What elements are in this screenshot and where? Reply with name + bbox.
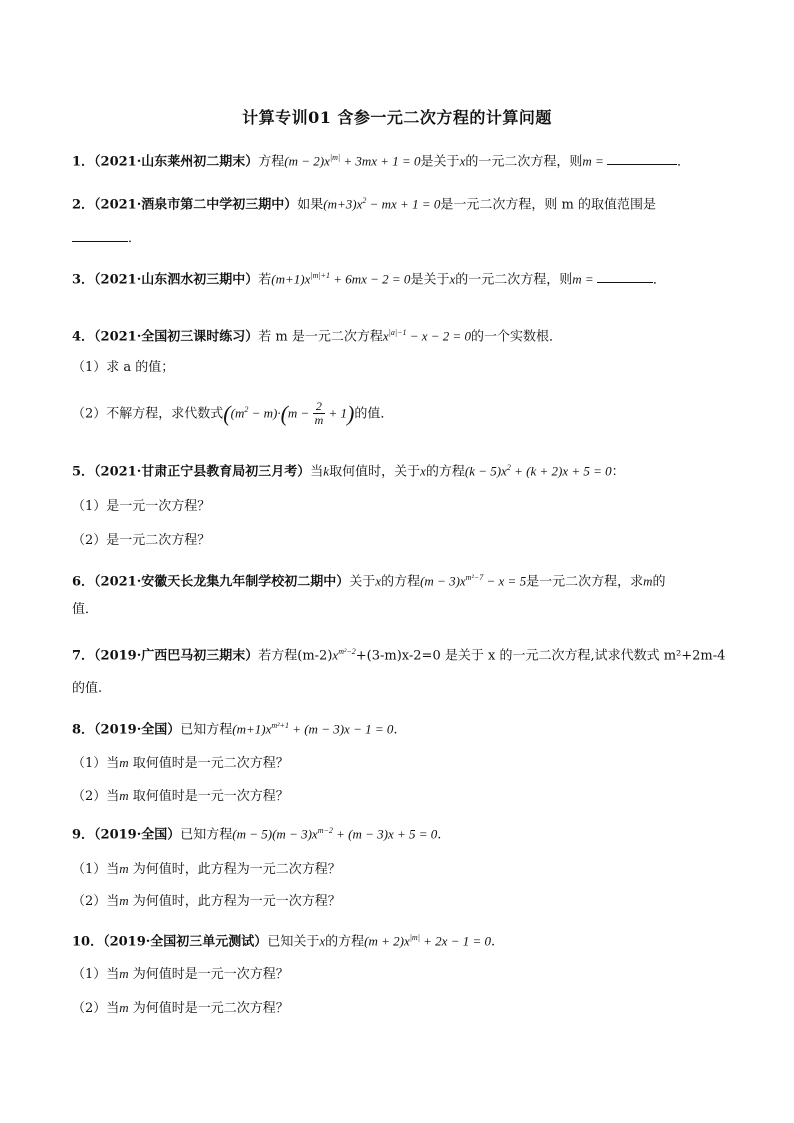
period: .	[437, 827, 442, 843]
variable: x	[319, 933, 326, 949]
question-text: 的值．	[354, 406, 394, 422]
equation-rest: + (m − 3)x + 5 = 0	[332, 826, 438, 842]
question-source: （2019·全国）	[94, 827, 181, 843]
question-text: 是一元二次方程，求	[526, 574, 644, 590]
paren-open: (	[223, 400, 231, 426]
question-text: 已知关于	[267, 934, 320, 950]
question-text: 关于	[349, 574, 376, 590]
question-text: （2）当	[72, 1001, 120, 1016]
question-1	[72, 148, 690, 172]
equation: (m+1)x	[271, 271, 311, 287]
question-text: 的一元二次方程，则	[465, 154, 583, 170]
question-source: （2019·广西巴马初三期末）	[94, 648, 259, 664]
question-text: 已知方程	[180, 827, 233, 843]
variable: m	[119, 966, 129, 981]
equation: (m+1)x	[232, 721, 272, 737]
equation: (m − 2)x	[284, 153, 330, 169]
variable: x	[375, 573, 382, 589]
equation: (m − 3)x	[420, 573, 466, 589]
question-text: 的一个实数根．	[471, 329, 563, 345]
expression: + 1	[325, 405, 348, 421]
question-text: 为何值时是一元二次方程？	[128, 1001, 289, 1016]
exponent: 2	[506, 463, 511, 472]
question-number: 9．	[72, 827, 95, 843]
variable: m	[582, 153, 592, 169]
question-6	[72, 568, 666, 592]
question-5-part-2: （2）是一元二次方程？	[72, 533, 211, 548]
variable: m	[572, 271, 582, 287]
variable: m	[119, 861, 129, 876]
question-2-line-2	[72, 227, 141, 249]
question-7-line-2: 的值.	[72, 681, 103, 696]
question-9-part-2	[72, 891, 341, 912]
exponent: |a|−1	[388, 328, 407, 337]
equation-rest: − mx + 1 = 0	[366, 196, 441, 212]
variable: x	[459, 153, 466, 169]
question-text: +(3-m)x-2=0 是关于 x 的一元二次方程,试求代数式 m²+2m-4	[355, 648, 726, 664]
question-10-part-2	[72, 998, 289, 1019]
equals: =	[591, 153, 608, 169]
variable: m	[119, 755, 129, 770]
equation-rest: + 6mx − 2 = 0	[329, 271, 411, 287]
paren-open: (	[280, 400, 288, 426]
question-number: 10．	[72, 934, 104, 950]
equation: (m + 2)x	[364, 933, 410, 949]
question-8-part-2	[72, 786, 289, 807]
variable: x	[420, 463, 426, 479]
question-text: （2）不解方程，求代数式	[72, 406, 224, 422]
question-source: （2021·山东莱州初二期末）	[94, 154, 259, 170]
question-text: 取何值时是一元一次方程？	[128, 789, 289, 804]
equation-rest: − x − 2 = 0	[406, 328, 472, 344]
equation: (m − 5)(m − 3)x	[232, 826, 318, 842]
question-text: （1）当	[72, 967, 120, 982]
equation-rest: + 2x − 1 = 0	[419, 933, 491, 949]
exponent: m−2	[317, 826, 333, 835]
question-text: 如果	[297, 197, 324, 213]
question-5-part-1: （1）是一元一次方程？	[72, 499, 211, 514]
question-text: 若	[258, 272, 272, 288]
exponent: m²+1	[271, 721, 289, 730]
question-2	[72, 191, 656, 215]
question-source: （2021·酒泉市第二中学初三期中）	[94, 197, 298, 213]
question-4-part-2	[72, 400, 393, 427]
question-text: 的方程	[325, 934, 365, 950]
question-9	[72, 821, 441, 845]
expression: m −	[287, 405, 313, 421]
equation: (k − 5)x	[464, 463, 507, 479]
equation-rest: − x = 5	[483, 573, 527, 589]
equation: x	[382, 328, 389, 344]
question-text: 已知方程	[180, 722, 233, 738]
period: ．	[652, 272, 666, 288]
question-number: 6．	[72, 574, 95, 590]
question-text: （2）当	[72, 789, 120, 804]
paren-close: )	[347, 400, 355, 426]
variable: m	[643, 573, 653, 589]
question-text: 的	[652, 574, 666, 590]
question-8	[72, 716, 398, 740]
exponent: |m|	[409, 933, 420, 942]
question-number: 8．	[72, 722, 95, 738]
exponent: 2	[244, 405, 249, 414]
question-text: 取何值时，关于	[329, 464, 421, 480]
variable: m	[119, 1000, 129, 1015]
question-text: 当	[310, 464, 324, 480]
variable: m	[119, 893, 129, 908]
question-text: 是一元二次方程，则 m 的取值范围是	[440, 197, 656, 213]
question-text: 若 m 是一元二次方程	[258, 329, 383, 345]
equation: (m+3)x	[323, 196, 363, 212]
question-9-part-1	[72, 859, 341, 880]
question-text: 为何值时是一元一次方程？	[128, 967, 289, 982]
variable: x	[449, 271, 456, 287]
question-number: 3．	[72, 272, 95, 288]
question-number: 2．	[72, 197, 95, 213]
question-number: 7．	[72, 648, 95, 664]
answer-blank[interactable]	[597, 268, 653, 283]
question-number: 1．	[72, 154, 95, 170]
question-10	[72, 928, 495, 952]
question-text: （2）当	[72, 894, 120, 909]
exponent: |m|	[329, 153, 341, 162]
equation-rest: + 3mx + 1 = 0	[340, 153, 421, 169]
question-source: （2021·山东泗水初三期中）	[94, 272, 259, 288]
expression: (m	[230, 405, 245, 421]
question-6-line-2: 值．	[72, 602, 99, 617]
question-text: 方程	[258, 154, 285, 170]
question-10-part-1	[72, 964, 289, 985]
question-text: 的方程	[381, 574, 421, 590]
period: ．	[677, 154, 691, 170]
question-text: ：	[611, 464, 625, 480]
equals: =	[581, 271, 597, 287]
question-source: （2019·全国初三单元测试）	[103, 934, 268, 950]
question-text: （1）当	[72, 756, 120, 771]
page-title: 计算专训01 含参一元二次方程的计算问题	[242, 108, 552, 127]
period: ．	[128, 231, 142, 246]
equation: x	[332, 647, 339, 663]
question-source: （2019·全国）	[94, 722, 181, 738]
question-4	[72, 323, 562, 347]
answer-blank[interactable]	[72, 227, 128, 242]
fraction	[313, 400, 326, 427]
expression: − m)·	[248, 405, 281, 421]
question-source: （2021·全国初三课时练习）	[94, 329, 259, 345]
exponent: |m|+1	[310, 271, 330, 280]
question-text: 取何值时是一元二次方程？	[128, 756, 289, 771]
variable: k	[323, 463, 330, 479]
variable: m	[119, 788, 129, 803]
question-7	[72, 642, 725, 666]
period: .	[491, 934, 496, 950]
question-number: 4．	[72, 329, 95, 345]
question-8-part-1	[72, 753, 289, 774]
question-text: 为何值时，此方程为一元二次方程？	[128, 862, 341, 877]
question-text: 是关于	[410, 272, 450, 288]
question-text: 为何值时，此方程为一元一次方程？	[128, 894, 341, 909]
question-text: 的方程	[425, 464, 465, 480]
question-5	[72, 458, 625, 482]
denominator: m	[314, 413, 324, 428]
exponent: m²−7	[465, 573, 484, 582]
exponent: m²−2	[338, 647, 356, 656]
equation-rest: + (m − 3)x − 1 = 0	[288, 721, 394, 737]
question-number: 5．	[72, 464, 95, 480]
answer-blank[interactable]	[607, 150, 677, 165]
question-text: 若方程(m-2)	[258, 648, 333, 664]
equation-rest: + (k + 2)x + 5 = 0	[510, 463, 612, 479]
question-text: 的一元二次方程，则	[455, 272, 573, 288]
question-3	[72, 266, 666, 290]
numerator: 2	[313, 400, 326, 414]
question-source: （2021·甘肃正宁县教育局初三月考）	[94, 464, 311, 480]
period: .	[393, 722, 398, 738]
exponent: 2	[362, 196, 367, 205]
question-text: （1）当	[72, 862, 120, 877]
question-source: （2021·安徽天长龙集九年制学校初二期中）	[94, 574, 350, 590]
question-text: 是关于	[420, 154, 460, 170]
question-4-part-1: （1）求 a 的值；	[72, 360, 175, 375]
